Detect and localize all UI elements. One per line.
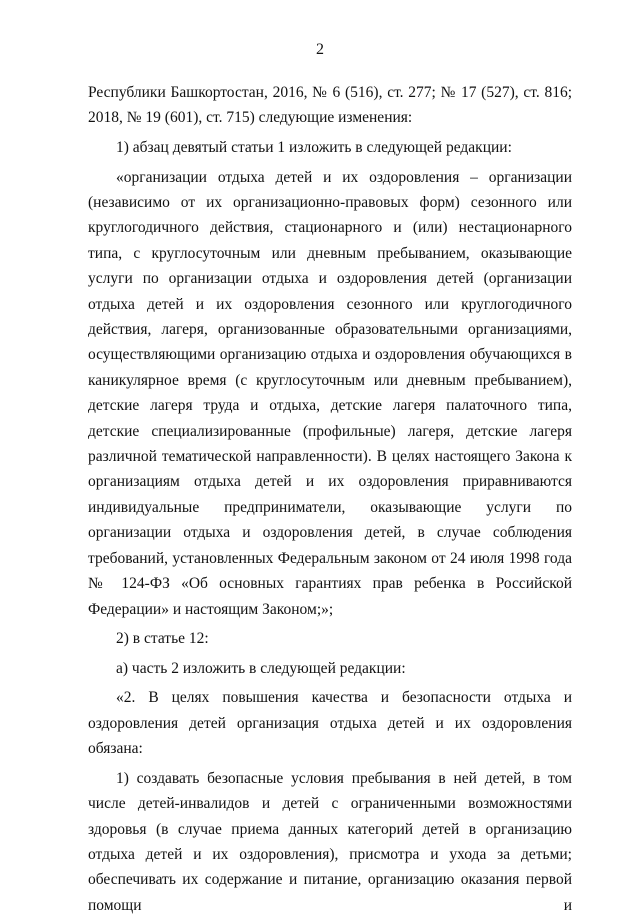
paragraph-item-1: 1) абзац девятый статьи 1 изложить в следующей редакции:	[116, 139, 512, 156]
paragraph-item-2: 2) в статье 12:	[116, 630, 209, 648]
paragraph-definition-quote: «организации отдыха детей и их оздоровления – организации (независимо от их организационно-правовых форм) сезонного или круглогодичного действия, стационарного и (или) нестационарного типа, с круглосуточным или дневным пребыванием, оказывающие услуги по организации отдыха и оздоровления детей (организации отдыха детей и их оздоровления сезонного или круглогодичного действия, лагеря, организованные образовательными организациями, осуществляющими организацию отдыха и оздоровления обучающихся в каникулярное время (с круглосуточным или дневным пребыванием), детские лагеря труда и отдыха, детские лагеря палаточного типа, детские специализированные (профильные) лагеря, детские лагеря различной тематической направленности). В целях настоящего Закона к организациям отдыха детей и их оздоровления приравниваются индивидуальные предприниматели, оказывающие услуги по организации отдыха и оздоровления детей, в случае соблюдения требований, установленных Федеральным законом от 24 июля 1998 года № 124-ФЗ «Об основных гарантиях прав ребенка в Российской Федерации» и настоящим Законом;»;	[88, 168, 572, 618]
document-body	[88, 80, 572, 922]
paragraph-part-2-quote: «2. В целях повышения качества и безопасности отдыха и оздоровления детей организация отдыха детей и их оздоровления обязана:	[88, 689, 572, 758]
paragraph-subitem-1: 1) создавать безопасные условия пребывания в ней детей, в том числе детей-инвалидов и детей с ограниченными возможностями здоровья (в случае приема данных категорий детей в организацию отдыха детей и их оздоровления), присмотра и ухода за детьми; обеспечивать их содержание и питание, организацию оказания первой помощи и	[88, 769, 572, 914]
paragraph-reference-continuation: Республики Башкортостан, 2016, № 6 (516), ст. 277; № 17 (527), ст. 816; 2018, № 19 (601), ст. 715) следующие изменения:	[88, 84, 572, 127]
paragraph-subitem-a: а) часть 2 изложить в следующей редакции:	[116, 659, 406, 677]
page-number: 2	[316, 41, 324, 58]
